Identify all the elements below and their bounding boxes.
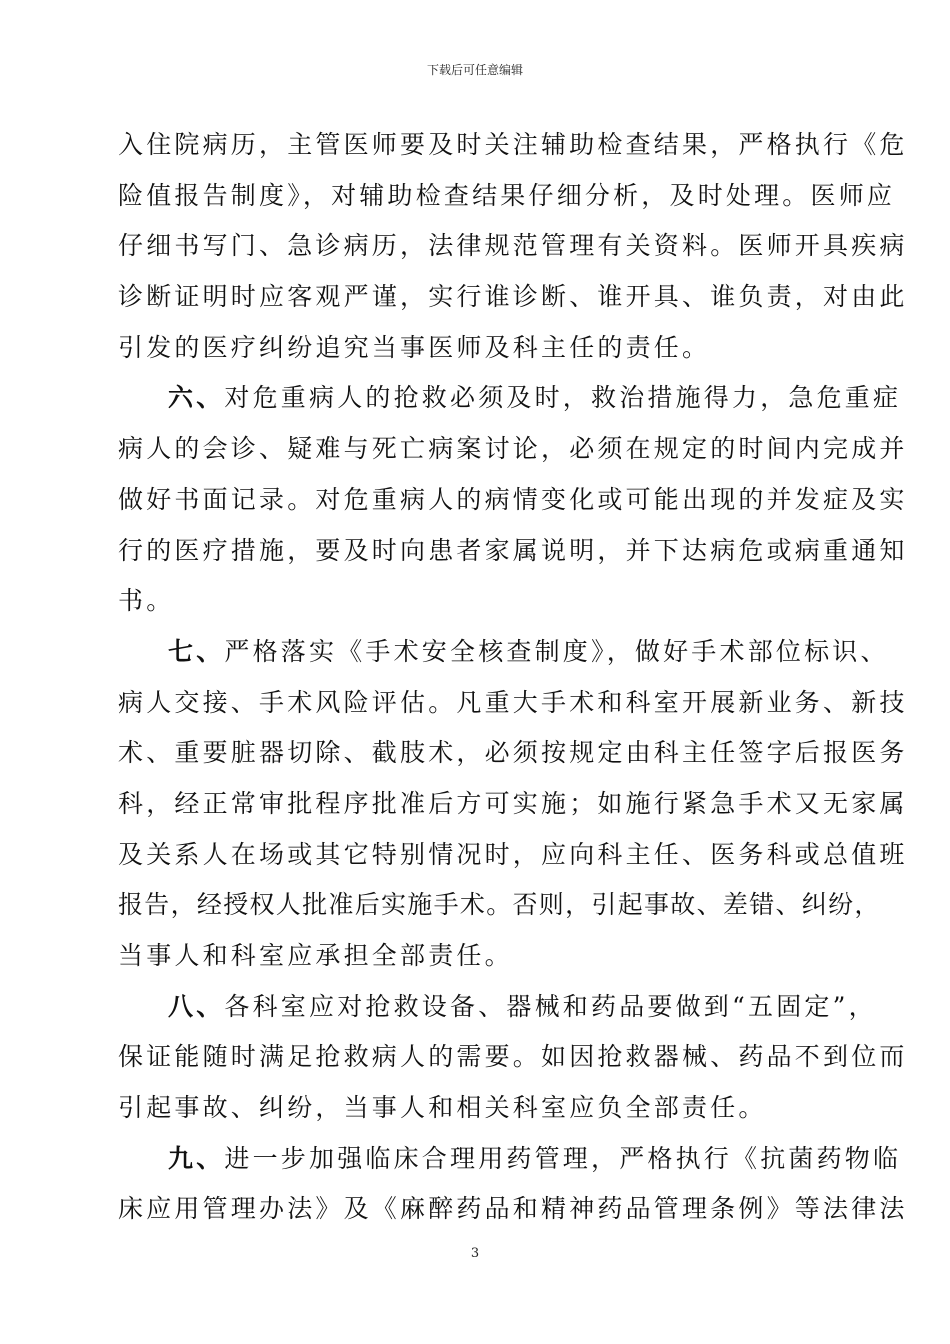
- text-line: [118, 678, 908, 729]
- line-text: 报告，经授权人批准后实施手术。否则，引起事故、差错、纠纷，: [118, 890, 881, 920]
- line-text: 书。: [118, 586, 175, 616]
- text-line: [118, 475, 908, 526]
- line-text: 进一步加强临床合理用药管理，严格执行《抗菌药物临: [224, 1143, 902, 1173]
- text-line: [118, 931, 846, 982]
- text-line: [118, 526, 908, 577]
- text-line: [118, 424, 908, 475]
- text-line: [118, 982, 877, 1033]
- line-text: 险值报告制度》，对辅助检查结果仔细分析，及时处理。医师应: [118, 180, 896, 210]
- line-text: 严格落实《手术安全核查制度》，做好手术部位标识、: [224, 636, 889, 666]
- line-text: 入住院病历，主管医师要及时关注辅助检查结果，严格执行《危: [118, 130, 908, 159]
- text-line: [118, 1032, 908, 1083]
- body-text: [118, 120, 908, 1235]
- line-text: 引起事故、纠纷，当事人和相关科室应负全部责任。: [118, 1093, 767, 1123]
- text-line: [118, 221, 908, 272]
- text-line: [118, 830, 908, 881]
- line-text: 仔细书写门、急诊病历，法律规范管理有关资料。医师开具疾病: [118, 231, 908, 261]
- line-text: 当事人和科室应承担全部责任。: [118, 941, 513, 970]
- text-line: [118, 1134, 902, 1185]
- line-text: 及关系人在场或其它特别情况时，应向科主任、医务科或总值班: [118, 839, 908, 869]
- line-text: 引发的医疗纠纷追究当事医师及科主任的责任。: [118, 332, 711, 362]
- page-number: 3: [470, 1246, 480, 1261]
- text-line: [118, 171, 896, 222]
- line-text: 做好书面记录。对危重病人的病情变化或可能出现的并发症及实: [118, 484, 908, 514]
- text-line: [118, 373, 902, 424]
- text-line: [118, 728, 908, 779]
- text-line: [118, 779, 908, 830]
- section-number: 八、: [168, 991, 225, 1021]
- section-number: 六、: [168, 383, 225, 413]
- text-line: [118, 272, 908, 323]
- line-text: 行的医疗措施，要及时向患者家属说明，并下达病危或病重通知: [118, 535, 908, 565]
- text-line: [118, 1083, 846, 1134]
- line-text: 病人交接、手术风险评估。凡重大手术和科室开展新业务、新技: [118, 687, 908, 717]
- line-text: 病人的会诊、疑难与死亡病案讨论，必须在规定的时间内完成并: [118, 434, 908, 464]
- text-line: [118, 323, 846, 374]
- line-text: 科，经正常审批程序批准后方可实施；如施行紧急手术又无家属: [118, 788, 908, 818]
- line-text: 诊断证明时应客观严谨，实行谁诊断、谁开具、谁负责，对由此: [118, 282, 908, 312]
- text-line: [118, 880, 881, 931]
- text-line: [118, 1184, 908, 1235]
- line-text: 保证能随时满足抢救病人的需要。如因抢救器械、药品不到位而: [118, 1042, 908, 1072]
- text-line: [118, 576, 846, 627]
- line-text: 对危重病人的抢救必须及时，救治措施得力，急危重症: [224, 383, 902, 413]
- section-number: 七、: [168, 636, 225, 666]
- line-text: 术、重要脏器切除、截肢术，必须按规定由科主任签字后报医务: [118, 738, 908, 768]
- text-line: [118, 120, 908, 171]
- text-line: [118, 627, 889, 678]
- section-number: 九、: [168, 1143, 225, 1173]
- line-text: 各科室应对抢救设备、器械和药品要做到“五固定”，: [224, 991, 877, 1021]
- page-header: 下载后可任意编辑: [426, 63, 523, 77]
- line-text: 床应用管理办法》及《麻醉药品和精神药品管理条例》等法律法: [118, 1194, 908, 1224]
